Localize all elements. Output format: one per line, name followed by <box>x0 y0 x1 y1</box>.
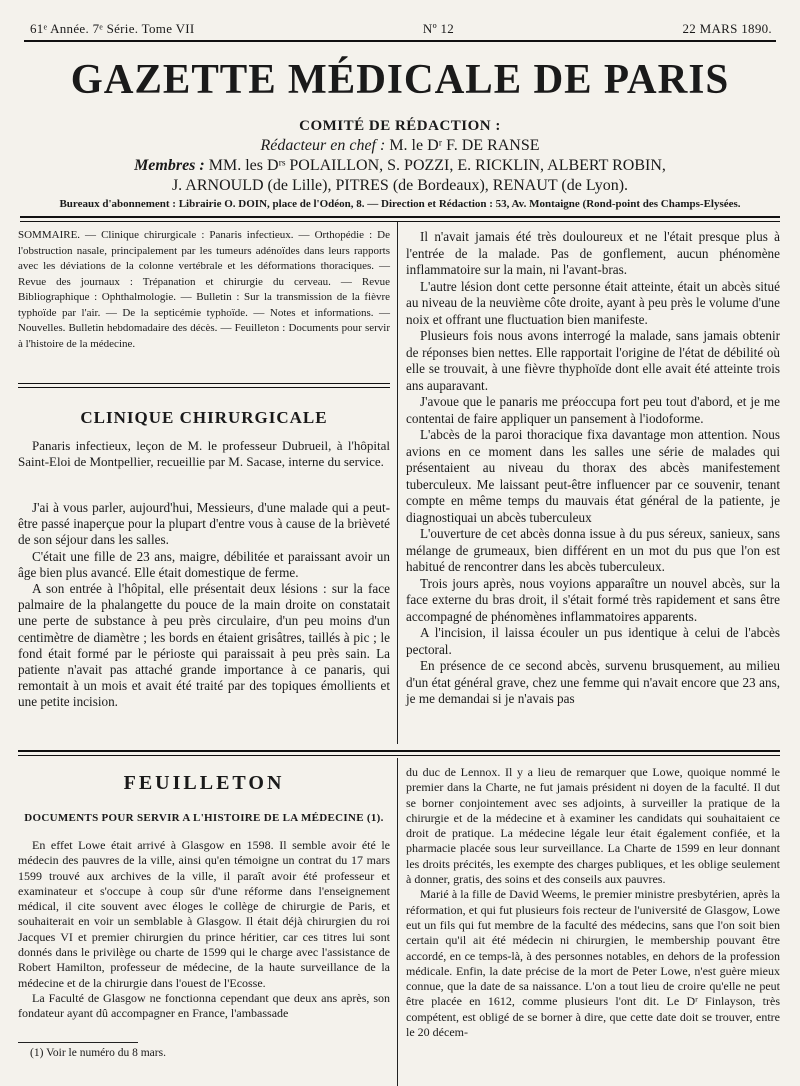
feuilleton-title: FEUILLETON <box>123 772 285 794</box>
paragraph: Plusieurs fois nous avons interrogé la malade, sans jamais obtenir de réponses bien nettes. Elle rapportait l'origine de l'état de débilité où elle se trouvait, à une fièvre thyphoïde dont elle avait été atteinte trois ans auparavant. <box>406 328 780 393</box>
masthead-rule <box>20 216 780 222</box>
footnote: (1) Voir le numéro du 8 mars. <box>30 1047 166 1059</box>
paragraph: C'était une fille de 23 ans, maigre, débilitée et paraissant avoir un âge bien plus avancé. Elle était domestique de ferme. <box>18 548 390 580</box>
header-rule <box>24 40 776 42</box>
masthead <box>20 117 780 212</box>
section-title: CLINIQUE CHIRURGICALE <box>80 408 328 427</box>
journal-title: GAZETTE MÉDICALE DE PARIS <box>70 57 730 103</box>
clinique-body <box>18 500 390 711</box>
feuilleton-left-body <box>18 838 390 1022</box>
paragraph: L'autre lésion dont cette personne était atteinte, était un abcès situé au niveau de la neuvième côte droite, ayant à peu près le volume d'une noix et offrant une fluctuation bien manifeste. <box>406 278 780 327</box>
redacteur-name: M. le Dʳ F. DE RANSE <box>389 137 540 154</box>
feuilleton-rule <box>18 750 780 756</box>
membres-names: MM. les Dʳˢ POLAILLON, S. POZZI, E. RICKLIN, ALBERT ROBIN, <box>208 157 666 174</box>
right-column-body <box>406 229 780 708</box>
membres-label: Membres : <box>134 157 205 174</box>
paragraph: A son entrée à l'hôpital, elle présentait deux lésions : sur la face palmaire de la phalangette du pouce de la main droite on constatait une perte de substance à peu près circulaire, d'un peu moins d'un centimètre de diamètre ; les bords en étaient grisâtres, taillés à pic ; le fond était formé par le périoste qui paraissait à peu près sain. La patiente n'avait pas attaché grande importance à ce panaris, qui remontait à un mois et avait été traité par des topiques émollients et une petite incision. <box>18 581 390 710</box>
sommaire: SOMMAIRE. — Clinique chirurgicale : Panaris infectieux. — Orthopédie : De l'obstruction nasale, principalement par les tumeurs adénoïdes dans leurs rapports avec les déviations de la colonne vertébrale et les déformations thoraciques. — Revue des journaux : Trépanation et chirurgie du cerveau. — Revue Bibliographique : Ophthalmologie. — Bulletin : Sur la transmission de la fièvre typhoïde par l'air. — De la septicémie typhoïde. — Notes et informations. — Nouvelles. Bulletin hebdomadaire des décès. — Feuilleton : Documents pour servir à l'histoire de la médecine. <box>18 229 390 350</box>
paragraph: En effet Lowe était arrivé à Glasgow en 1598. Il semble avoir été le médecin des pauvres de la ville, ainsi qu'en témoigne un contrat du 17 mars 1599 trouvé aux archives de la ville, il paraît avoir été professeur et examinateur et s'occupe à coup sûr d'une réforme dans l'enseignement médical, il cite souvent avec éloges le collège de chirurgie de Paris, et souhaiterait en voir un semblable à Glasgow. Il était déjà chirurgien du roi Jacques VI et premier chirurgien du prince héritier, car ces titres lui sont donnés dans le privilège ou charte de 1599 qui le charge avec l'assistance de Robert Hamilton, professeur de médecine, de la haute surveillance de la médecine et de la chirurgie dans l'ouest de l'Ecosse. <box>18 838 390 990</box>
lecture-intro <box>18 438 390 470</box>
paragraph: L'ouverture de cet abcès donna issue à du pus séreux, sanieux, sans mélange de grumeaux, bien différent en un mot du pus que l'on est habitué de rencontrer dans les abcès tuberculeux. <box>406 526 780 574</box>
paragraph: L'abcès de la paroi thoracique fixa davantage mon attention. Nous avions en ce moment dans les salles une série de malades qui présentaient au niveau du thorax des abcès manifestement tuberculeux. Me laissant peut-être influencer par ce souvenir, tenant compte en même temps du mauvais état général de la patiente, je diagnostiquai un abcès tuberculeux <box>406 427 780 525</box>
issue-date: 22 MARS 1890. <box>682 21 772 36</box>
bureaux-line: Bureaux d'abonnement : Librairie O. DOIN, place de l'Odéon, 8. — Direction et Rédaction : 53, Av. Montaigne (Rond-point des Champs-Elysées. <box>59 198 741 210</box>
feuilleton-column-divider <box>397 758 398 1086</box>
membres-line <box>20 156 780 176</box>
paragraph: A l'incision, il laissa écouler un pus identique à celui de l'abcès pectoral. <box>406 625 780 657</box>
paragraph: J'avoue que le panaris me préoccupa fort peu tout d'abord, et je me contentai de faire appliquer un pansement à l'iodoforme. <box>406 394 780 426</box>
volume-info: 61ᵉ Année. 7ᵉ Série. Tome VII <box>30 21 195 36</box>
feuilleton-subtitle: DOCUMENTS POUR SERVIR A L'HISTOIRE DE LA MÉDECINE (1). <box>24 812 384 824</box>
redacteur-line <box>20 136 780 156</box>
paragraph: Il n'avait jamais été très douloureux et ne l'était presque plus à l'entrée de la malade. Pas de gonflement, aucun phénomène inflammatoire sur la main, ni l'avant-bras. <box>406 229 780 277</box>
committee-heading: COMITÉ DE RÉDACTION : <box>299 118 501 134</box>
paragraph: Trois jours après, nous voyions apparaître un nouvel abcès, sur la face externe du bras droit, il s'était formé très rapidement et sans être accompagné de phénomènes inflammatoires apparents. <box>406 575 780 624</box>
issue-number: Nº 12 <box>422 21 455 36</box>
paragraph: En présence de ce second abcès, survenu brusquement, au milieu d'un état général grave, chez une femme qui n'avait encore que 23 ans, je me demandai si je n'avais pas <box>406 658 780 706</box>
issue-header <box>30 18 772 40</box>
feuilleton-right-body <box>406 765 780 1040</box>
lecture-intro-text: Panaris infectieux, leçon de M. le professeur Dubrueil, à l'hôpital Saint-Eloi de Montpellier, recueillie par M. Sacase, interne du service. <box>18 438 390 469</box>
membres-line-2: J. ARNOULD (de Lille), PITRES (de Bordeaux), RENAUT (de Lyon). <box>171 177 629 194</box>
column-divider <box>397 222 398 744</box>
footnote-rule <box>18 1042 138 1043</box>
paragraph: du duc de Lennox. Il y a lieu de remarquer que Lowe, quoique nommé le premier dans la Charte, ne fut jamais président ni doyen de la faculté. Il dut se borner conjointement avec ses adjoints, à surveiller la pratique de la chirurgie et de la médecine et à examiner les candidats qui souhaitaient ce droit de pratique. La médecine légale leur était également confiée, et la pharmacie placée sous leur surveillance. La Charte de 1599 en leur donnant les droits précités, les exempte des charges publiques, et les oblige seulement à donner, gratis, des soins et des conseils aux pauvres. <box>406 765 780 887</box>
paragraph: Marié à la fille de David Weems, le premier ministre presbytérien, après la réformation, et qui fut plusieurs fois recteur de l'université de Glasgow, Lowe eut un fils qui fut membre de la faculté des médecins, sans que l'on soit bien certain qu'il ait été médecin ni chirurgien, le membership pouvant être accordé, en ce temps-là, à des personnes notables, en dehors de la profession médicale. Enfin, la date précise de la mort de Peter Lowe, n'est guère mieux connue, que la date de sa naissance. L'on a tout lieu de croire qu'elle ne peut être placée en 1612, comme plusieurs l'ont dit. Le Dʳ Finlayson, très compétent, est obligé de se borner à dire, que cette date doit se trouver, entre le 20 décem- <box>406 887 780 1040</box>
paragraph: La Faculté de Glasgow ne fonctionna cependant que deux ans après, son fondateur ayant dû accompagner en France, l'ambassade <box>18 990 390 1021</box>
redacteur-label: Rédacteur en chef : <box>260 137 386 154</box>
section-rule <box>18 383 390 388</box>
paragraph: J'ai à vous parler, aujourd'hui, Messieurs, d'une malade qui a peut-être passé inaperçue pour la plupart d'entre vous à cause de la brièveté de son séjour dans les salles. <box>18 500 390 548</box>
